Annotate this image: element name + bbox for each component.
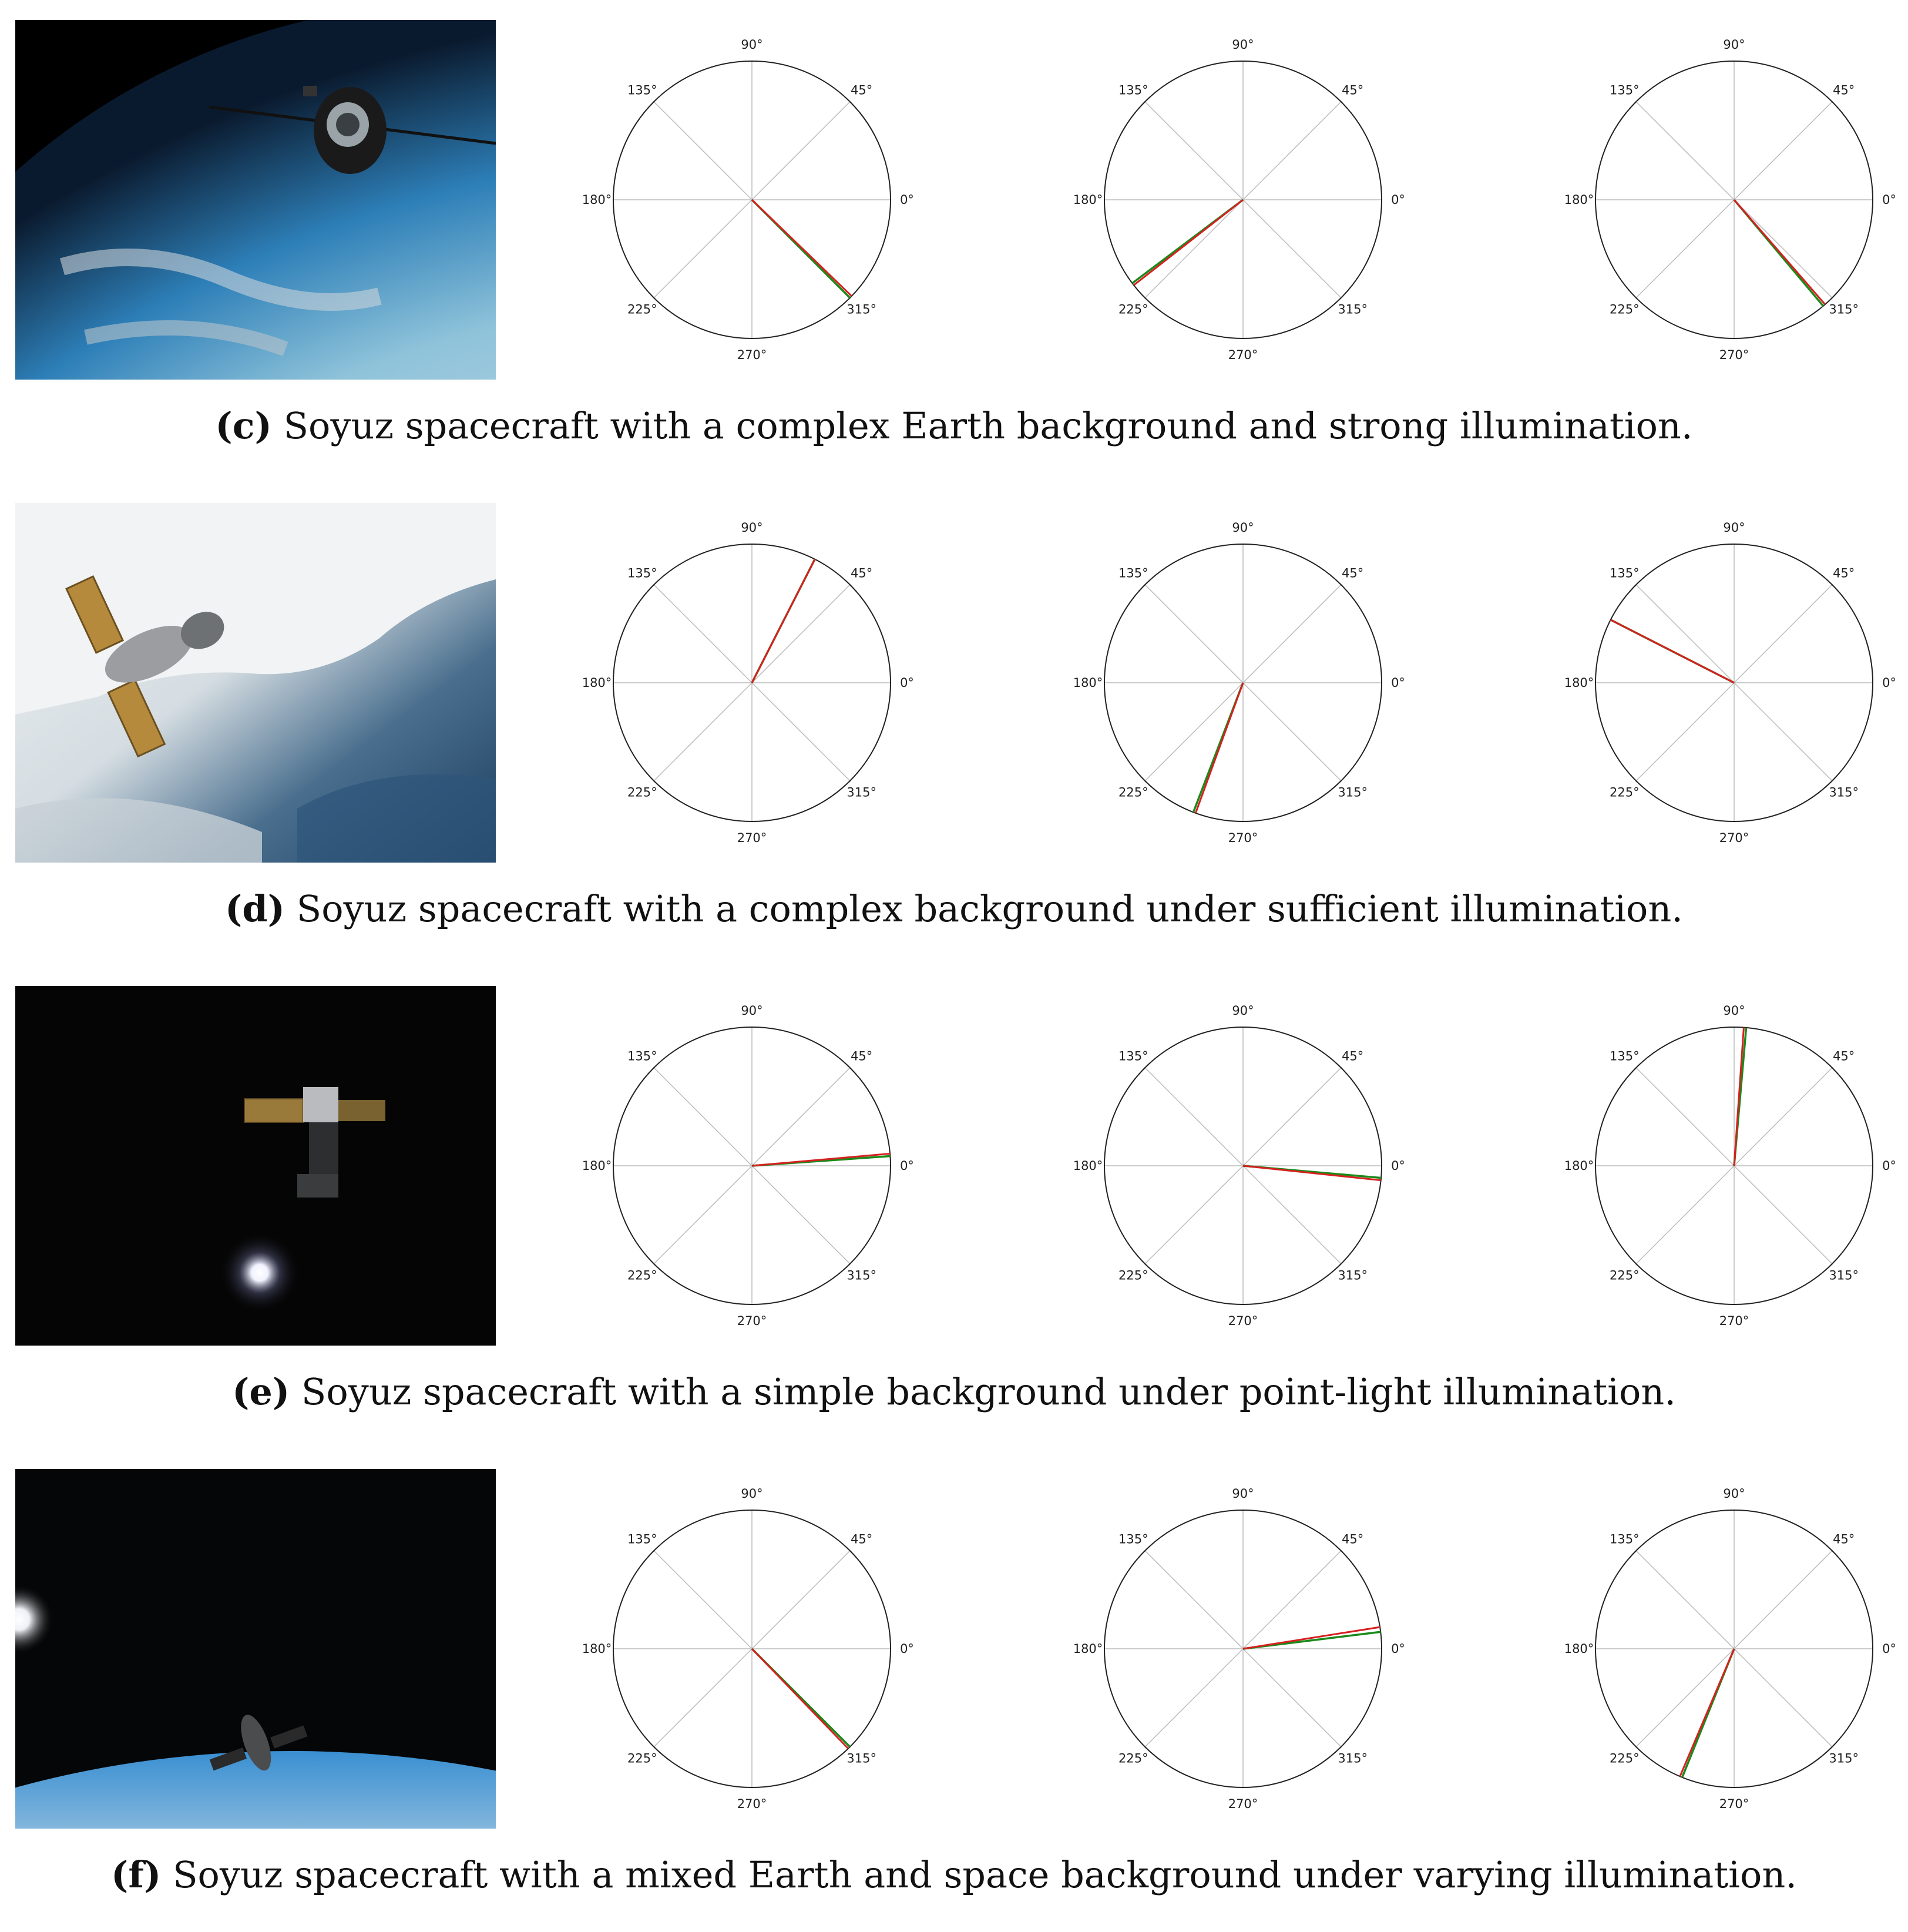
red-direction-line [752, 1153, 890, 1166]
angle-tick-label: 270° [737, 1314, 767, 1328]
grid-spoke [1243, 683, 1341, 781]
photo-soyuz-clouds-sufficient [15, 503, 496, 863]
angle-tick-label: 90° [1232, 1004, 1254, 1018]
angle-tick-label: 90° [741, 1487, 763, 1501]
angle-tick-label: 180° [582, 193, 612, 207]
grid-spoke [1734, 200, 1832, 298]
grid-spoke [1145, 200, 1243, 298]
red-direction-line [1243, 1166, 1381, 1180]
angle-tick-label: 45° [1342, 83, 1364, 98]
angle-tick-label: 225° [1610, 1751, 1640, 1766]
caption-e [0, 1370, 1908, 1413]
angle-tick-label: 45° [1833, 566, 1855, 581]
polar-plot-e-2 [1073, 1001, 1405, 1330]
angle-tick-label: 180° [1073, 676, 1103, 690]
grid-spoke [1734, 683, 1832, 781]
grid-spoke [752, 1551, 850, 1649]
angle-tick-label: 0° [1882, 193, 1896, 207]
red-direction-line [1611, 620, 1734, 683]
angle-tick-label: 180° [1073, 1159, 1103, 1173]
angle-tick-label: 0° [900, 676, 914, 690]
grid-spoke [752, 585, 850, 683]
angle-tick-label: 45° [851, 1532, 873, 1547]
grid-spoke [654, 1166, 752, 1264]
photo-soyuz-earth-space [15, 1469, 496, 1829]
grid-spoke [1145, 1068, 1243, 1166]
grid-spoke [1734, 1068, 1832, 1166]
angle-tick-label: 45° [851, 83, 873, 98]
grid-spoke [654, 200, 752, 298]
red-direction-line [1195, 683, 1243, 813]
angle-tick-label: 270° [737, 831, 767, 845]
angle-tick-label: 0° [1882, 676, 1896, 690]
angle-tick-label: 0° [1882, 1159, 1896, 1173]
angle-tick-label: 315° [846, 1268, 876, 1283]
angle-tick-label: 135° [627, 1049, 657, 1064]
angle-tick-label: 0° [900, 193, 914, 207]
angle-tick-label: 315° [1829, 785, 1859, 800]
angle-tick-label: 225° [1118, 1268, 1148, 1283]
grid-spoke [654, 1551, 752, 1649]
angle-tick-label: 90° [1723, 521, 1745, 535]
angle-tick-label: 45° [1833, 1532, 1855, 1547]
grid-spoke [1145, 102, 1243, 200]
angle-tick-label: 225° [1118, 1751, 1148, 1766]
grid-spoke [1734, 102, 1832, 200]
angle-tick-label: 225° [1118, 785, 1148, 800]
angle-tick-label: 315° [1338, 1268, 1368, 1283]
angle-tick-label: 225° [1610, 302, 1640, 317]
polar-plot-d-2 [1073, 518, 1405, 847]
angle-tick-label: 90° [1232, 1487, 1254, 1501]
angle-tick-label: 135° [1118, 1532, 1148, 1547]
polar-plot-f-3 [1564, 1484, 1896, 1813]
red-direction-line [752, 1649, 848, 1749]
figure-row-f [0, 1449, 1908, 1932]
grid-spoke [1243, 200, 1341, 298]
angle-tick-label: 45° [1342, 1532, 1364, 1547]
angle-tick-label: 180° [1073, 1642, 1103, 1656]
angle-tick-label: 225° [1610, 785, 1640, 800]
angle-tick-label: 315° [1338, 1751, 1368, 1766]
angle-tick-label: 90° [1232, 521, 1254, 535]
angle-tick-label: 90° [1232, 38, 1254, 52]
angle-tick-label: 90° [741, 38, 763, 52]
grid-spoke [752, 1068, 850, 1166]
angle-tick-label: 0° [1391, 193, 1405, 207]
grid-spoke [1636, 585, 1734, 683]
polar-plot-d-3 [1564, 518, 1896, 847]
angle-tick-label: 45° [1342, 566, 1364, 581]
angle-tick-label: 180° [1564, 676, 1594, 690]
angle-tick-label: 270° [1719, 1797, 1749, 1811]
angle-tick-label: 0° [1391, 676, 1405, 690]
angle-tick-label: 315° [1829, 1751, 1859, 1766]
red-direction-line [1134, 200, 1243, 285]
grid-spoke [654, 585, 752, 683]
caption-d [0, 887, 1908, 930]
grid-spoke [1734, 585, 1832, 683]
angle-tick-label: 270° [1228, 831, 1258, 845]
angle-tick-label: 45° [1833, 83, 1855, 98]
angle-tick-label: 90° [1723, 1487, 1745, 1501]
angle-tick-label: 180° [1564, 1159, 1594, 1173]
angle-tick-label: 225° [627, 302, 657, 317]
caption-f [0, 1853, 1908, 1896]
angle-tick-label: 315° [846, 1751, 876, 1766]
polar-plot-f-2 [1073, 1484, 1405, 1813]
caption-label: (d) [224, 887, 285, 930]
grid-spoke [1734, 1551, 1832, 1649]
angle-tick-label: 0° [1391, 1642, 1405, 1656]
angle-tick-label: 180° [1073, 193, 1103, 207]
grid-spoke [1145, 1551, 1243, 1649]
grid-spoke [1636, 200, 1734, 298]
figure-row-e [0, 966, 1908, 1449]
photo-soyuz-earth-strong [15, 20, 496, 380]
polar-plot-d-1 [582, 518, 914, 847]
angle-tick-label: 45° [851, 566, 873, 581]
angle-tick-label: 45° [851, 1049, 873, 1064]
angle-tick-label: 270° [1719, 1314, 1749, 1328]
grid-spoke [1734, 1166, 1832, 1264]
angle-tick-label: 135° [1118, 83, 1148, 98]
red-direction-line [1734, 1028, 1744, 1166]
angle-tick-label: 45° [1833, 1049, 1855, 1064]
angle-tick-label: 225° [1610, 1268, 1640, 1283]
caption-label: (f) [111, 1853, 162, 1896]
angle-tick-label: 225° [1118, 302, 1148, 317]
photo-soyuz-point-light [15, 986, 496, 1346]
grid-spoke [752, 102, 850, 200]
angle-tick-label: 270° [1228, 1314, 1258, 1328]
angle-tick-label: 315° [1338, 785, 1368, 800]
angle-tick-label: 315° [1338, 302, 1368, 317]
angle-tick-label: 0° [1882, 1642, 1896, 1656]
grid-spoke [1636, 1551, 1734, 1649]
angle-tick-label: 270° [737, 1797, 767, 1811]
angle-tick-label: 90° [1723, 1004, 1745, 1018]
angle-tick-label: 315° [846, 302, 876, 317]
grid-spoke [752, 1166, 850, 1264]
angle-tick-label: 315° [846, 785, 876, 800]
grid-spoke [1145, 585, 1243, 683]
red-direction-line [752, 200, 852, 296]
angle-tick-label: 90° [741, 521, 763, 535]
angle-tick-label: 0° [900, 1642, 914, 1656]
angle-tick-label: 45° [1342, 1049, 1364, 1064]
grid-spoke [654, 1649, 752, 1747]
angle-tick-label: 270° [1719, 831, 1749, 845]
grid-spoke [1243, 1166, 1341, 1264]
angle-tick-label: 180° [1564, 1642, 1594, 1656]
grid-spoke [1145, 1649, 1243, 1747]
grid-spoke [654, 102, 752, 200]
figure-row-d [0, 483, 1908, 966]
grid-spoke [1243, 102, 1341, 200]
angle-tick-label: 135° [1610, 83, 1640, 98]
grid-spoke [654, 1068, 752, 1166]
grid-spoke [752, 683, 850, 781]
polar-plot-c-2 [1073, 35, 1405, 364]
red-direction-line [752, 559, 815, 683]
angle-tick-label: 135° [627, 83, 657, 98]
angle-tick-label: 315° [1829, 302, 1859, 317]
polar-plot-c-3 [1564, 35, 1896, 364]
angle-tick-label: 135° [627, 566, 657, 581]
polar-plot-e-1 [582, 1001, 914, 1330]
angle-tick-label: 180° [1564, 193, 1594, 207]
angle-tick-label: 90° [1723, 38, 1745, 52]
caption-label: (e) [232, 1370, 290, 1413]
grid-spoke [654, 683, 752, 781]
grid-spoke [1636, 1649, 1734, 1747]
red-direction-line [1243, 1627, 1380, 1649]
grid-spoke [1636, 1068, 1734, 1166]
grid-spoke [1636, 1166, 1734, 1264]
grid-spoke [1145, 1166, 1243, 1264]
grid-spoke [1243, 585, 1341, 683]
angle-tick-label: 90° [741, 1004, 763, 1018]
angle-tick-label: 135° [1610, 566, 1640, 581]
angle-tick-label: 135° [1610, 1532, 1640, 1547]
angle-tick-label: 180° [582, 676, 612, 690]
grid-spoke [1243, 1551, 1341, 1649]
caption-text: Soyuz spacecraft with a mixed Earth and space background under varying illumination. [173, 1853, 1797, 1896]
grid-spoke [1734, 1649, 1832, 1747]
angle-tick-label: 135° [627, 1532, 657, 1547]
angle-tick-label: 225° [627, 1268, 657, 1283]
figure-row-c [0, 0, 1908, 483]
angle-tick-label: 270° [1228, 348, 1258, 362]
red-direction-line [1680, 1649, 1734, 1776]
angle-tick-label: 135° [1118, 1049, 1148, 1064]
grid-spoke [1636, 102, 1734, 200]
angle-tick-label: 135° [1118, 566, 1148, 581]
angle-tick-label: 225° [627, 785, 657, 800]
caption-label: (c) [215, 404, 272, 447]
angle-tick-label: 225° [627, 1751, 657, 1766]
angle-tick-label: 270° [1719, 348, 1749, 362]
angle-tick-label: 180° [582, 1642, 612, 1656]
caption-text: Soyuz spacecraft with a complex background under sufficient illumination. [296, 887, 1684, 930]
angle-tick-label: 180° [582, 1159, 612, 1173]
red-direction-line [1734, 200, 1825, 304]
angle-tick-label: 270° [1228, 1797, 1258, 1811]
angle-tick-label: 135° [1610, 1049, 1640, 1064]
polar-plot-f-1 [582, 1484, 914, 1813]
grid-spoke [1145, 683, 1243, 781]
angle-tick-label: 270° [737, 348, 767, 362]
angle-tick-label: 0° [1391, 1159, 1405, 1173]
angle-tick-label: 0° [900, 1159, 914, 1173]
caption-text: Soyuz spacecraft with a simple background under point-light illumination. [301, 1370, 1676, 1413]
grid-spoke [1243, 1649, 1341, 1747]
polar-plot-e-3 [1564, 1001, 1896, 1330]
angle-tick-label: 315° [1829, 1268, 1859, 1283]
polar-plot-c-1 [582, 35, 914, 364]
caption-text: Soyuz spacecraft with a complex Earth background and strong illumination. [283, 404, 1693, 447]
caption-c [0, 404, 1908, 447]
grid-spoke [1636, 683, 1734, 781]
grid-spoke [1243, 1068, 1341, 1166]
